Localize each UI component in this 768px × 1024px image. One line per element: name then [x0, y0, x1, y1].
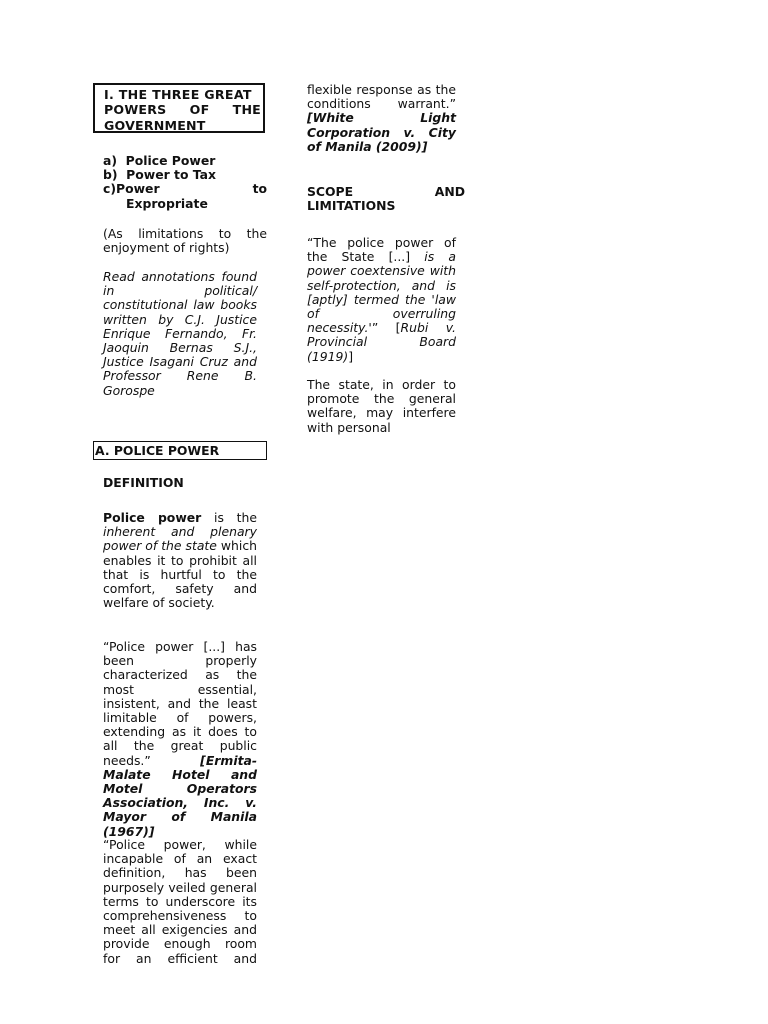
- definition-heading: DEFINITION: [103, 475, 184, 490]
- rubi-open: “The police power of the State [...]: [307, 235, 456, 265]
- quote-ermita-citation: [Ermita-Malate Hotel and Motel Operators Association, Inc. v. Mayor of Manila (1967)]: [103, 752, 257, 839]
- rubi-case: Rubi v. Provincial Board (1919): [307, 320, 456, 364]
- definition-is-the: is the: [201, 510, 257, 525]
- section-a-heading: A. POLICE POWER: [93, 441, 267, 460]
- limitations-word: LIMITATIONS: [307, 198, 396, 214]
- title-line-1: I. THE THREE GREAT: [104, 87, 252, 102]
- power-item-a: a) Police Power: [103, 153, 216, 168]
- definition-rest: which enables it to prohibit all that is hurtful to the comfort, safety and welfare of society.: [103, 538, 257, 611]
- annotations-note: Read annotations found in political/ constitutional law books written by C.J. Justice Enrique Fernando, Fr. Jaoquin Bernas S.J., Justice Isagani Cruz and Professor Rene B. Gorospe: [103, 269, 257, 398]
- quote-ermita: [103, 640, 257, 839]
- rubi-end: ]: [348, 348, 354, 364]
- white-light-quote: [307, 83, 456, 154]
- state-paragraph: The state, in order to promote the general welfare, may interfere with personal: [307, 377, 456, 435]
- rubi-quote: [307, 236, 456, 364]
- power-item-c-to: to: [252, 181, 267, 197]
- white-light-text: flexible response as the conditions warrant.”: [307, 82, 456, 112]
- title-word: OF: [189, 102, 210, 118]
- definition-term: Police power: [103, 510, 202, 525]
- rubi-italic: is a power coextensive with self-protection, and is [aptly] termed the 'law of overruling necessity.': [307, 249, 456, 336]
- scope-heading: [307, 185, 465, 213]
- title-line-3: GOVERNMENT: [104, 117, 206, 133]
- title-line-2: [104, 102, 263, 117]
- title-word: THE: [232, 102, 261, 118]
- quote-ermita-text: “Police power [...] has been properly characterized as the most essential, insistent, and the least limitable of powers, extending as it does to all the great public needs.”: [103, 639, 257, 768]
- section-title-box: [93, 83, 265, 133]
- rubi-close: ” [: [371, 320, 401, 336]
- white-light-citation: [White Light Corporation v. City of Manila (2009)]: [307, 110, 456, 154]
- definition-italic: inherent and plenary power of the state: [103, 524, 257, 554]
- limitations-note: (As limitations to the enjoyment of rights): [103, 226, 267, 256]
- scope-heading-line-1: [307, 185, 465, 199]
- power-item-b: b) Power to Tax: [103, 167, 216, 183]
- quote-police-power-definition: “Police power, while incapable of an exact definition, has been purposely veiled general terms to underscore its comprehensiveness to meet all exigencies and provide enough room for an efficient and: [103, 837, 257, 966]
- powers-list: [103, 154, 267, 211]
- and-word: AND: [434, 184, 465, 199]
- definition-paragraph: [103, 511, 257, 610]
- power-item-c: [103, 182, 267, 196]
- power-item-c-continued: Expropriate: [126, 195, 208, 211]
- title-word: POWERS: [104, 102, 167, 118]
- scope-word: SCOPE: [307, 184, 354, 199]
- power-item-c-label: c)Power: [103, 181, 160, 197]
